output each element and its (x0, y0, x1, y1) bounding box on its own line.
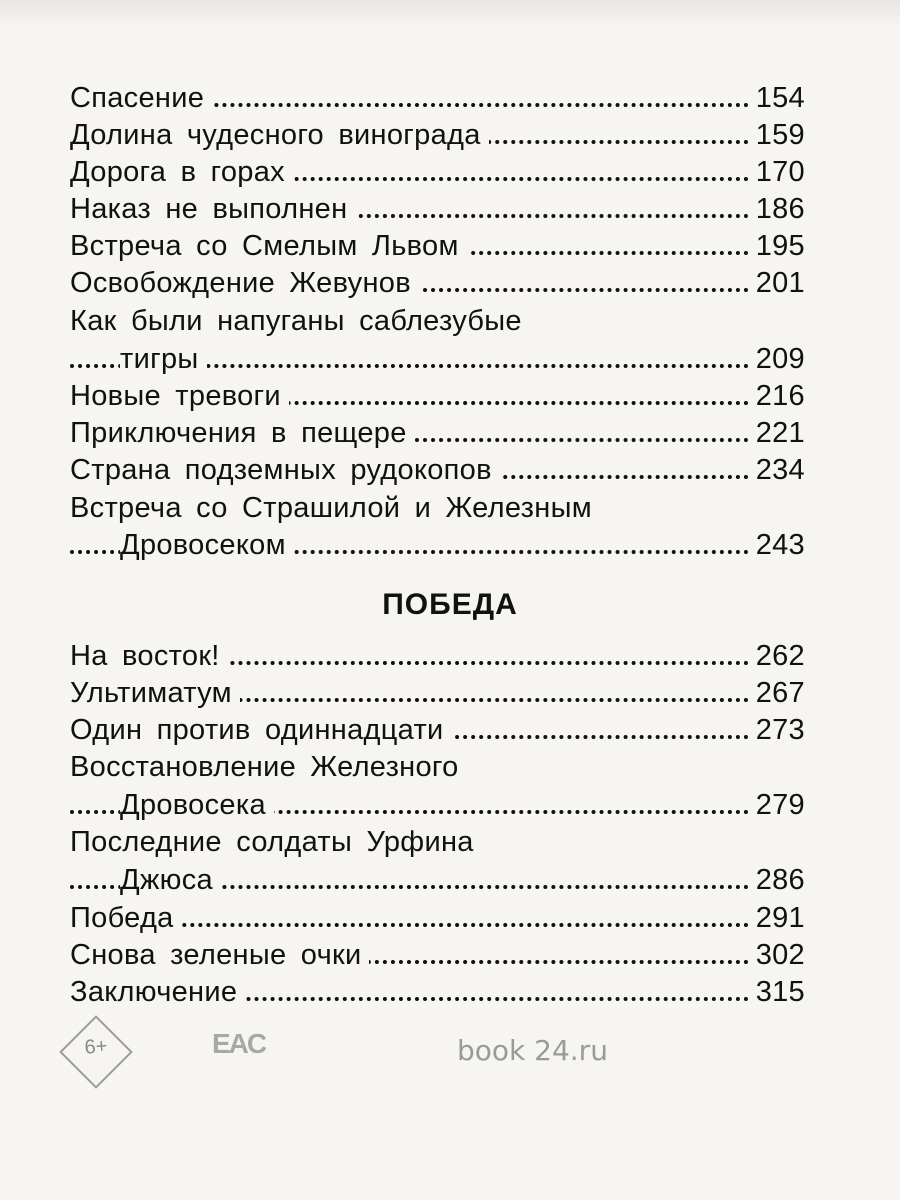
publisher-marks (62, 1020, 822, 1090)
toc-entry[interactable] (70, 154, 805, 190)
toc-entry-first-line[interactable] (70, 749, 805, 785)
toc-entry-page: 201 (748, 265, 805, 301)
toc-entry-title: Освобождение Жевунов (70, 265, 419, 301)
toc-entry-title: Наказ не выполнен (70, 191, 355, 227)
toc-entry-page: 302 (748, 937, 805, 973)
toc-entry[interactable] (70, 675, 805, 711)
toc-entry[interactable] (70, 712, 805, 748)
toc-entry-title: Новые тревоги (70, 378, 289, 414)
toc-entry-page: 243 (748, 527, 805, 563)
toc-entry-continuation[interactable] (70, 862, 805, 898)
toc-entry-page: 279 (748, 787, 805, 823)
toc-entry-title: Дорога в горах (70, 154, 293, 190)
toc-entry[interactable] (70, 80, 805, 116)
toc-entry-title: Последние солдаты Урфина (70, 824, 482, 860)
toc-entry-page: 315 (748, 974, 805, 1010)
toc-entry-continuation[interactable] (70, 787, 805, 823)
age-rating-label: 6+ (83, 1035, 109, 1059)
toc-entry-page: 286 (748, 862, 805, 898)
toc-entry-title: Долина чудесного винограда (70, 117, 489, 153)
toc-entry-page: 234 (748, 452, 805, 488)
toc-entry-continuation[interactable] (70, 527, 805, 563)
toc-entry[interactable] (70, 265, 805, 301)
toc-entry[interactable] (70, 415, 805, 451)
toc-entry[interactable] (70, 937, 805, 973)
toc-entry-page: 159 (748, 117, 805, 153)
toc-entry[interactable] (70, 452, 805, 488)
toc-entry-title: Страна подземных рудокопов (70, 452, 500, 488)
toc-entry-page: 267 (748, 675, 805, 711)
section-heading: ПОБЕДА (382, 588, 518, 621)
toc-entry-title: На восток! (70, 638, 228, 674)
toc-entry-first-line[interactable] (70, 303, 805, 339)
toc-entry-title: Снова зеленые очки (70, 937, 369, 973)
toc-entry-title: Победа (70, 900, 182, 936)
toc-entry-page: 170 (748, 154, 805, 190)
toc-entry-first-line[interactable] (70, 490, 805, 526)
toc-entry[interactable] (70, 974, 805, 1010)
toc-entry-title: тигры (120, 341, 207, 377)
toc-entry[interactable] (70, 378, 805, 414)
toc-entry[interactable] (70, 638, 805, 674)
toc-entry-page: 221 (748, 415, 805, 451)
toc-entry-page: 273 (748, 712, 805, 748)
toc-entry[interactable] (70, 117, 805, 153)
toc-entry-title: Восстановление Железного (70, 749, 467, 785)
toc-entry-title: Спасение (70, 80, 212, 116)
publisher-site-mark: book 24.ru (457, 1034, 608, 1067)
toc-entry-first-line[interactable] (70, 824, 805, 860)
toc-entry-title: Как были напуганы саблезубые (70, 303, 530, 339)
toc-entry-title: Встреча со Страшилой и Железным (70, 490, 600, 526)
toc-entry[interactable] (70, 228, 805, 264)
eac-conformity-mark: EAC (212, 1028, 266, 1059)
toc-entry-title: Дровосеком (120, 527, 294, 563)
toc-entry-continuation[interactable] (70, 341, 805, 377)
toc-entry-page: 154 (748, 80, 805, 116)
toc-entry-title: Дровосека (120, 787, 274, 823)
toc-entry-page: 186 (748, 191, 805, 227)
toc-entry-title: Ультиматум (70, 675, 240, 711)
toc-entry[interactable] (70, 191, 805, 227)
toc-entry-page: 216 (748, 378, 805, 414)
toc-entry-title: Джюса (120, 862, 221, 898)
toc-entry[interactable] (70, 900, 805, 936)
toc-entry-page: 262 (748, 638, 805, 674)
toc-entry-title: Приключения в пещере (70, 415, 415, 451)
toc-entry-page: 291 (748, 900, 805, 936)
toc-entry-title: Встреча со Смелым Львом (70, 228, 467, 264)
toc-entry-title: Один против одиннадцати (70, 712, 452, 748)
toc-entry-page: 209 (748, 341, 805, 377)
toc-entry-page: 195 (748, 228, 805, 264)
toc-entry-title: Заключение (70, 974, 245, 1010)
